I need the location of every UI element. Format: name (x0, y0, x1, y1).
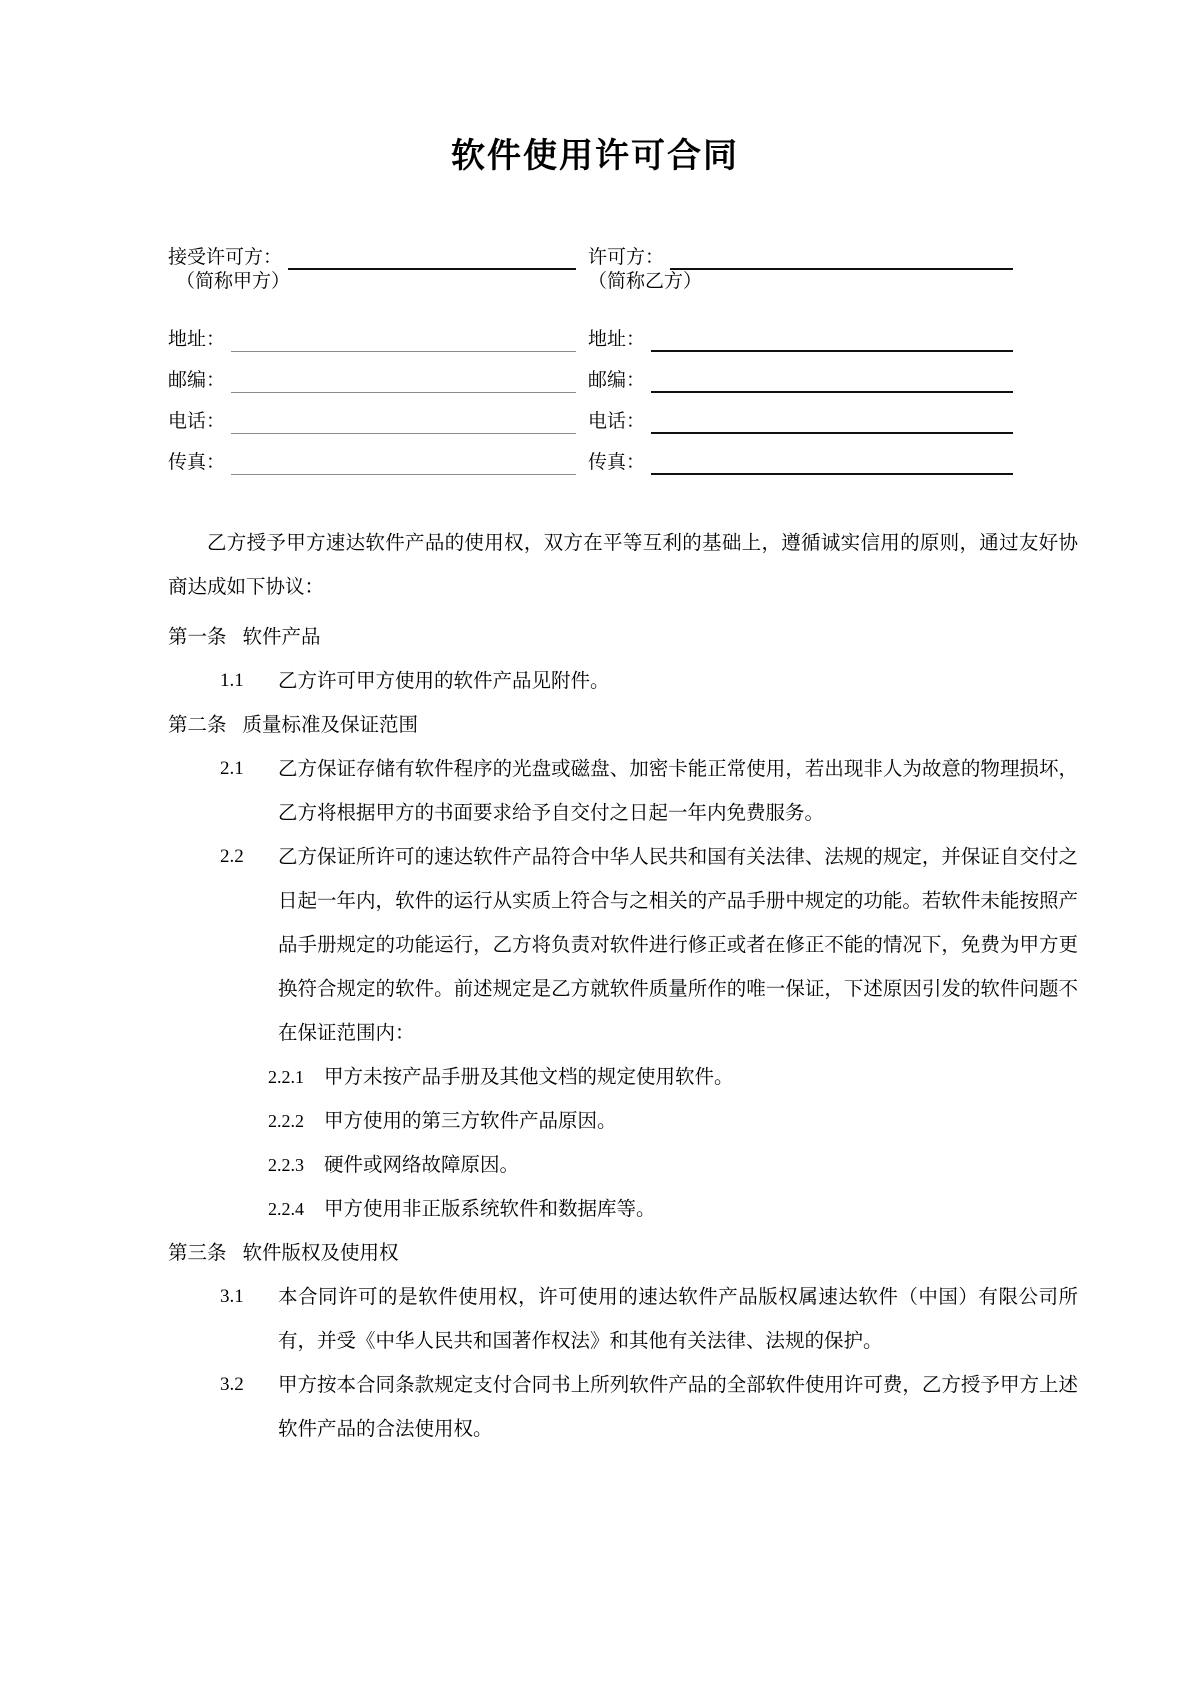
subitem-text: 甲方使用的第三方软件产品原因。 (324, 1109, 617, 1132)
clause-heading-3 (168, 1231, 1078, 1275)
licensee-postcode-row (168, 352, 576, 393)
item-number: 3.1 (220, 1285, 244, 1307)
item-text: 乙方保证存储有软件程序的光盘或磁盘、加密卡能正常使用，若出现非人为故意的物理损坏，乙方将根据甲方的书面要求给予自交付之日起一年内免费服务。 (278, 757, 1078, 824)
clause-item-1-1 (168, 659, 1078, 703)
licensee-alias: （简称甲方） (176, 270, 291, 292)
licensor-fax-row (588, 434, 1013, 475)
subitem-number: 2.2.3 (268, 1154, 304, 1175)
licensee-phone-row (168, 393, 576, 434)
page-title: 软件使用许可合同 (451, 137, 739, 175)
item-number: 3.2 (220, 1373, 244, 1395)
licensor-postcode-label: 邮编： (588, 369, 646, 391)
licensor-name-label: 许可方： (588, 246, 665, 268)
clause-heading-1 (168, 615, 1078, 659)
clause-2-title: 质量标准及保证范围 (242, 713, 419, 736)
licensor-postcode-input[interactable] (651, 371, 1013, 393)
licensee-fax-row (168, 434, 576, 475)
clause-subitem-2-2-2 (168, 1099, 1078, 1143)
clause-subitem-2-2-4 (168, 1187, 1078, 1231)
licensor-phone-input[interactable] (651, 412, 1013, 434)
subitem-text: 甲方未按产品手册及其他文档的规定使用软件。 (324, 1065, 734, 1088)
licensor-phone-row (588, 393, 1013, 434)
clause-subitem-2-2-1 (168, 1055, 1078, 1099)
licensee-address-label: 地址： (168, 328, 226, 350)
licensor-phone-label: 电话： (588, 410, 646, 432)
licensee-address-row (168, 311, 576, 352)
contract-body (0, 521, 1190, 1451)
item-number: 2.1 (220, 757, 244, 779)
clause-heading-2 (168, 703, 1078, 747)
item-number: 2.2 (220, 845, 244, 867)
licensor-fax-label: 传真： (588, 451, 646, 473)
licensor-address-label: 地址： (588, 328, 646, 350)
subitem-text: 硬件或网络故障原因。 (324, 1153, 520, 1176)
licensor-alias: （简称乙方） (588, 270, 703, 292)
licensee-postcode-label: 邮编： (168, 369, 226, 391)
item-number: 1.1 (220, 669, 244, 691)
item-text: 本合同许可的是软件使用权，许可使用的速达软件产品版权属速达软件（中国）有限公司所有，并受《中华人民共和国著作权法》和其他有关法律、法规的保护。 (278, 1285, 1078, 1352)
subitem-number: 2.2.2 (268, 1110, 304, 1131)
item-text: 乙方保证所许可的速达软件产品符合中华人民共和国有关法律、法规的规定，并保证自交付之日起一年内，软件的运行从实质上符合与之相关的产品手册中规定的功能。若软件未能按照产品手册规定的功能运行，乙方将负责对软件进行修正或者在修正不能的情况下，免费为甲方更换符合规定的软件。前述规定是乙方就软件质量所作的唯一保证，下述原因引发的软件问题不在保证范围内： (278, 845, 1078, 1044)
clause-item-3-2 (168, 1363, 1078, 1451)
clause-item-2-2 (168, 835, 1078, 1055)
clause-item-2-1 (168, 747, 1078, 835)
clause-2-number: 第二条 (168, 713, 227, 736)
licensee-fax-input[interactable] (231, 454, 576, 475)
licensee-name-row (168, 229, 576, 270)
licensee-phone-input[interactable] (231, 413, 576, 434)
party-column-licensee (168, 229, 588, 475)
licensor-fax-input[interactable] (651, 453, 1013, 475)
licensee-phone-label: 电话： (168, 410, 226, 432)
clause-1-title: 软件产品 (242, 625, 321, 648)
clause-3-number: 第三条 (168, 1241, 227, 1264)
item-text: 乙方许可甲方使用的软件产品见附件。 (278, 669, 610, 692)
subitem-text: 甲方使用非正版系统软件和数据库等。 (324, 1197, 656, 1220)
intro-paragraph: 乙方授予甲方速达软件产品的使用权，双方在平等互利的基础上，遵循诚实信用的原则，通过友好协商达成如下协议： (168, 531, 1078, 598)
licensor-name-input[interactable] (670, 248, 1013, 270)
licensee-name-input[interactable] (288, 248, 576, 270)
licensee-postcode-input[interactable] (231, 372, 576, 393)
parties-block (0, 229, 1190, 475)
item-text: 甲方按本合同条款规定支付合同书上所列软件产品的全部软件使用许可费，乙方授予甲方上述软件产品的合法使用权。 (278, 1373, 1078, 1440)
licensee-address-input[interactable] (231, 331, 576, 352)
licensor-address-input[interactable] (651, 330, 1013, 352)
licensee-name-label: 接受许可方： (168, 246, 283, 268)
subitem-number: 2.2.4 (268, 1198, 304, 1219)
licensor-postcode-row (588, 352, 1013, 393)
clause-subitem-2-2-3 (168, 1143, 1078, 1187)
subitem-number: 2.2.1 (268, 1066, 304, 1087)
party-column-licensor (588, 229, 1013, 475)
licensee-fax-label: 传真： (168, 451, 226, 473)
clause-item-3-1 (168, 1275, 1078, 1363)
licensor-name-row (588, 229, 1013, 270)
clause-1-number: 第一条 (168, 625, 227, 648)
licensor-address-row (588, 311, 1013, 352)
clause-3-title: 软件版权及使用权 (242, 1241, 399, 1264)
